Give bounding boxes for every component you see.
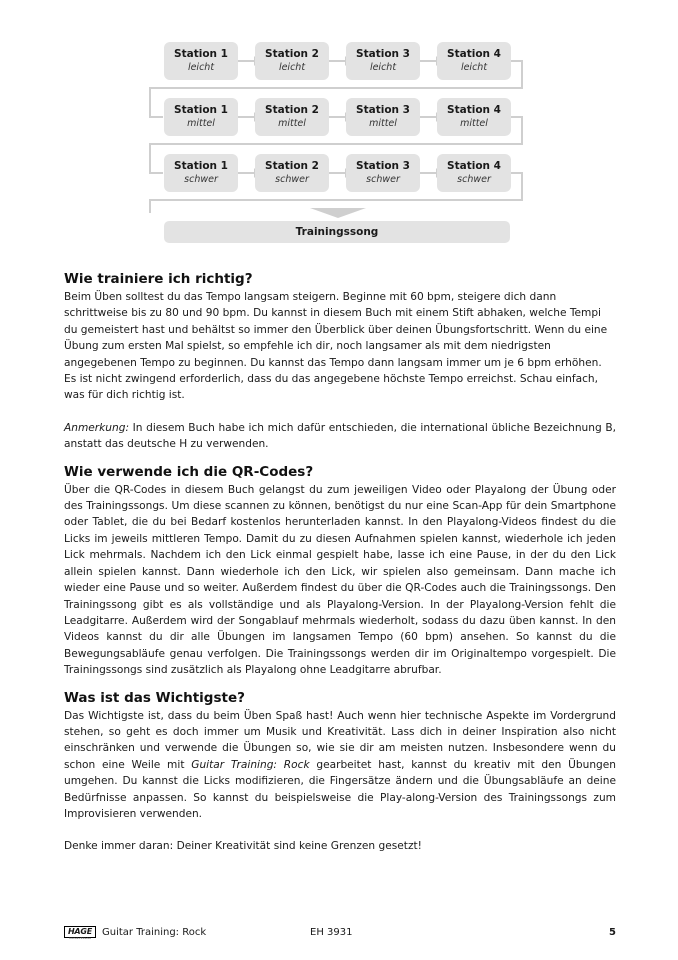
station-box — [437, 154, 511, 192]
book-title-italic: Guitar Training: Rock — [191, 758, 310, 771]
station-level: leicht — [278, 62, 306, 73]
station-box — [255, 154, 329, 192]
section-heading-qr: Wie verwende ich die QR-Codes? — [64, 463, 314, 480]
station-box — [164, 42, 238, 80]
note-label: Anmerkung: — [64, 421, 130, 434]
station-level: mittel — [278, 118, 306, 129]
station-name: Station 2 — [265, 160, 319, 172]
station-box — [164, 154, 238, 192]
paragraph-important-part-a: Das Wichtigste ist, dass du beim Üben Spaß hast! Auch wenn hier technische Aspekte im Vordergrund stehen, so geht es doch immer um Musik und Kreativität. Lass dich in deiner Inspiration also nicht einschränken und verwende die Übungen so, wie sie dir am meisten nutzen. Insbesondere wenn du schon eine Weile mit — [64, 709, 616, 771]
station-name: Station 1 — [174, 104, 228, 116]
station-level: schwer — [275, 174, 309, 185]
note-text: In diesem Buch habe ich mich dafür entschieden, die international übliche Bezeichnung B, anstatt das deutsche H zu verwenden. — [64, 421, 616, 451]
page-footer — [64, 925, 616, 941]
station-box — [346, 98, 420, 136]
station-level: leicht — [460, 62, 488, 73]
station-name: Station 2 — [265, 104, 319, 116]
station-level: mittel — [187, 118, 215, 129]
station-name: Station 4 — [447, 104, 501, 116]
station-level: leicht — [369, 62, 397, 73]
flow-connectors — [0, 0, 678, 250]
station-name: Station 3 — [356, 48, 410, 60]
paragraph-note — [64, 420, 616, 453]
station-name: Station 4 — [447, 160, 501, 172]
page-number: 5 — [609, 927, 616, 938]
paragraph-important — [64, 708, 616, 823]
main-text — [64, 270, 616, 855]
station-name: Station 3 — [356, 160, 410, 172]
section-heading-important: Was ist das Wichtigste? — [64, 689, 245, 706]
footer-book-title: Guitar Training: Rock — [102, 927, 207, 938]
station-level: mittel — [460, 118, 488, 129]
station-level: schwer — [184, 174, 218, 185]
station-box — [255, 42, 329, 80]
station-name: Station 4 — [447, 48, 501, 60]
station-box — [437, 98, 511, 136]
section-heading-training: Wie trainiere ich richtig? — [64, 271, 253, 287]
station-name: Station 1 — [174, 48, 228, 60]
paragraph-closing: Denke immer daran: Deiner Kreativität sind keine Grenzen gesetzt! — [64, 840, 422, 853]
station-level: schwer — [366, 174, 400, 185]
station-box — [346, 154, 420, 192]
station-name: Station 3 — [356, 104, 410, 116]
paragraph-qr: Über die QR-Codes in diesem Buch gelangst du zum jeweiligen Video oder Playalong der Übung oder des Trainingssongs. Um diese scannen zu können, benötigst du nur eine Scan-App für dein Smartphone oder Tablet, die du bei Bedarf kostenlos herunterladen kannst. In den Playalong-Videos findest du die Licks im jeweils mittleren Tempo. Damit du zu diesen Aufnahmen spielen kannst, wiederhole ich jeden Lick mehrmals. Nachdem ich den Lick einmal gespielt habe, lasse ich eine Pause, in der du den Lick allein spielen kannst. Dann wiederhole ich den Lick, wir spielen also gemeinsam. Dann mache ich wieder eine Pause und so weiter. Außerdem findest du über die QR-Codes auch die Trainingssongs. Den Trainingssong gibt es als vollständige und als Playalong-Version. In der Playalong-Version fehlt die Leadgitarre. Außerdem wird der Songablauf mehrmals wiederholt, sodass du dazu üben kannst. In den Videos kannst du dir alle Übungen im langsamen Tempo (60 bpm) ansehen. So kannst du die Bewegungsabläufe genau verfolgen. Die Trainingssongs werden dir im Originaltempo vorgespielt. Die Trainingssongs sind zusätzlich als Playalong ohne Leadgitarre abrufbar. — [64, 483, 616, 677]
training-song-box: Trainingssong — [164, 221, 510, 243]
station-box — [255, 98, 329, 136]
station-level: mittel — [369, 118, 397, 129]
station-name: Station 1 — [174, 160, 228, 172]
paragraph-important-part-b: gearbeitet hast, kannst du kreativ mit den Übungen umgehen. Du kannst die Licks modifizieren, die Fingersätze ändern und die Übungsabläufe an deine Bedürfnisse anpassen. So kannst du beispielsweise die Play-along-Version des Trainingssongs zum Improvisieren verwenden. — [64, 758, 616, 820]
station-name: Station 2 — [265, 48, 319, 60]
station-box — [346, 42, 420, 80]
paragraph-training: Beim Üben solltest du das Tempo langsam steigern. Beginne mit 60 bpm, steigere dich dann schrittweise bis zu 80 und 90 bpm. Du kannst in diesem Buch mit einem Stift abhaken, welche Tempi du gemeistert hast und behältst so immer den Überblick über deinen Übungsfortschritt. Wenn du eine Übung zum ersten Mal spielst, so empfehle ich dir, noch langsamer als mit dem niedrigsten angegebenen Tempo zu beginnen. Du kannst das Tempo dann langsam immer um je 6 bpm erhöhen. Es ist nicht zwingend erforderlich, dass du das angegebene höchste Tempo erreichst. Schau einfach, was für dich richtig ist. — [64, 291, 608, 402]
publisher-logo-sub: MUSIKVERLAG — [69, 936, 91, 940]
station-level: leicht — [187, 62, 215, 73]
station-box — [164, 98, 238, 136]
station-box — [437, 42, 511, 80]
station-level: schwer — [457, 174, 491, 185]
training-flow-diagram — [0, 0, 678, 250]
publisher-logo: HAGE — [64, 926, 96, 938]
footer-edition-code: EH 3931 — [310, 927, 353, 938]
